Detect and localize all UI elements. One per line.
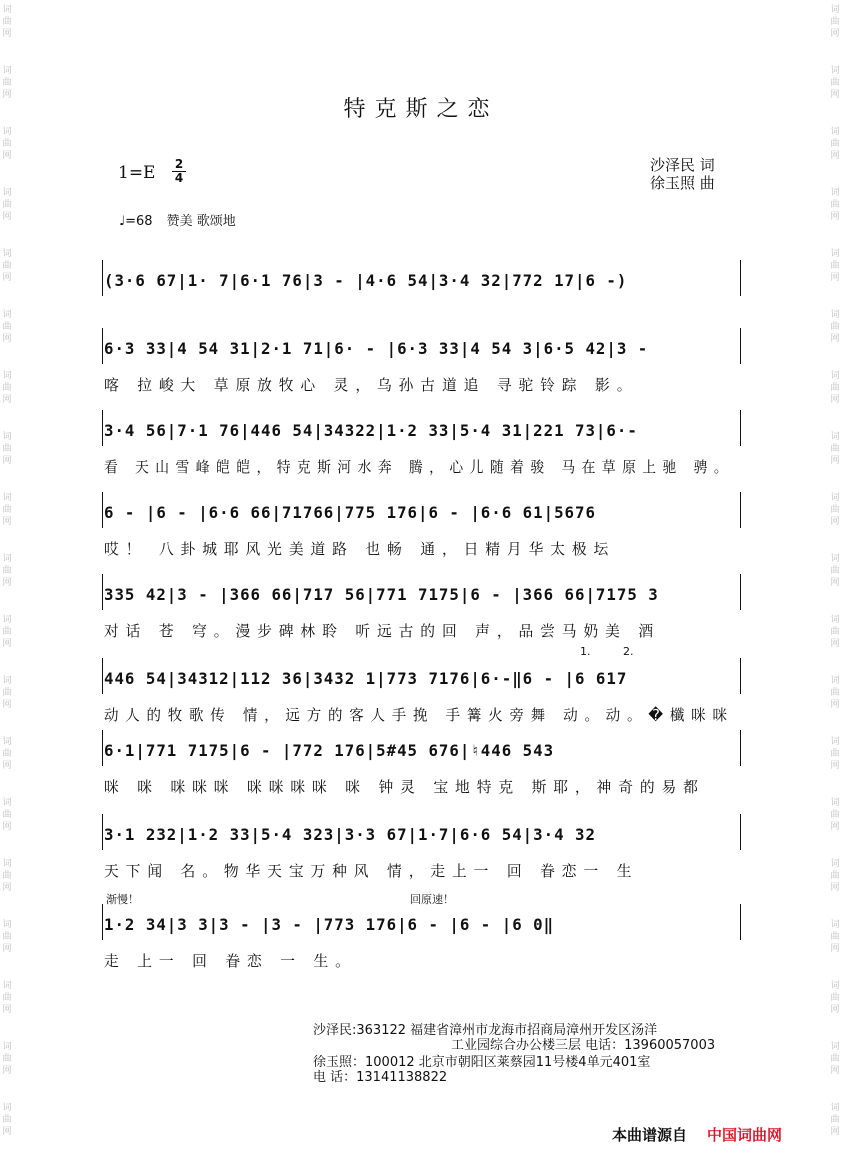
- a-tempo-annotation: 回原速！: [410, 893, 454, 906]
- watermark-text: 词曲网: [2, 737, 12, 771]
- watermark-text: 词曲网: [830, 554, 840, 588]
- watermark-text: 词曲网: [830, 127, 840, 161]
- watermark-text: 词曲网: [2, 920, 12, 954]
- source-footer: [612, 1124, 782, 1145]
- source-label: 本曲谱源自: [612, 1126, 688, 1144]
- notation-line: 6·1|771 7175|6 - |772 176|5#45 676|♮446 543: [104, 741, 555, 760]
- lyrics-line: 对话 苍 穹。漫步碑林聆 听远古的回 声，品尝马奶美 酒: [104, 622, 661, 640]
- expression-mark: 赞美 歌颂地: [166, 214, 236, 229]
- watermark-text: 词曲网: [830, 188, 840, 222]
- watermark-text: 词曲网: [2, 188, 12, 222]
- watermark-text: 词曲网: [2, 798, 12, 832]
- watermark-text: 词曲网: [830, 859, 840, 893]
- watermark-text: 词曲网: [2, 371, 12, 405]
- watermark-text: 词曲网: [2, 676, 12, 710]
- tempo-mark: ♩=68: [119, 214, 153, 229]
- watermark-text: 词曲网: [830, 432, 840, 466]
- volta-2: 2.: [623, 645, 634, 658]
- watermark-text: 词曲网: [2, 66, 12, 100]
- watermark-text: 词曲网: [830, 66, 840, 100]
- watermark-text: 词曲网: [830, 920, 840, 954]
- watermark-text: 词曲网: [830, 493, 840, 527]
- system-start-barline: [102, 260, 103, 296]
- time-signature: [172, 158, 186, 185]
- watermark-text: 词曲网: [830, 798, 840, 832]
- watermark-text: 词曲网: [2, 981, 12, 1015]
- watermark-text: 词曲网: [2, 1042, 12, 1076]
- lyrics-line: 喀 拉峻大 草原放牧心 灵，乌孙古道追 寻驼铃踪 影。: [104, 376, 639, 394]
- notation-line: (3·6 67|1· 7|6·1 76|3 - |4·6 54|3·4 32|772 17|6 -): [104, 271, 628, 290]
- tempo-marking: [119, 210, 236, 229]
- source-site: 中国词曲网: [707, 1126, 783, 1144]
- contact-line: 沙泽民:363122 福建省漳州市龙海市招商局漳州开发区汤洋: [313, 1023, 658, 1038]
- system-start-barline: [102, 658, 103, 694]
- time-signature-top: 2: [174, 157, 184, 171]
- slow-annotation: 渐慢！: [106, 893, 139, 906]
- notation-line: 446 54|34312|112 36|3432 1|773 7176|6·-‖6 - |6 617: [104, 669, 628, 688]
- watermark-text: 词曲网: [830, 371, 840, 405]
- watermark-text: 词曲网: [830, 5, 840, 39]
- right-watermark-strip: [828, 0, 842, 1171]
- system-start-barline: [102, 814, 103, 850]
- lyrics-line: 天下闻 名。物华天宝万种风 情，走上一 回 眷恋一 生: [104, 862, 639, 880]
- system-end-barline: [740, 814, 741, 850]
- watermark-text: 词曲网: [2, 1103, 12, 1137]
- watermark-text: 词曲网: [830, 737, 840, 771]
- notation-line: 6·3 33|4 54 31|2·1 71|6· - |6·3 33|4 54 3|6·5 42|3 -: [104, 339, 649, 358]
- system-start-barline: [102, 574, 103, 610]
- notation-line: 335 42|3 - |366 66|717 56|771 7175|6 - |366 66|7175 3: [104, 585, 659, 604]
- lyricist-credit: 沙泽民 词: [650, 156, 715, 174]
- system-end-barline: [740, 492, 741, 528]
- watermark-text: 词曲网: [2, 310, 12, 344]
- volta-1: 1.: [580, 645, 591, 658]
- watermark-text: 词曲网: [830, 615, 840, 649]
- contact-line: 徐玉照：100012 北京市朝阳区莱蔡园11号楼4单元401室: [313, 1055, 651, 1070]
- watermark-text: 词曲网: [2, 615, 12, 649]
- contact-line: 电 话：13141138822: [313, 1070, 448, 1085]
- lyrics-line: 走 上一 回 眷恋 一 生。: [104, 952, 357, 970]
- key-signature: 1=E: [118, 163, 156, 183]
- notation-line: 3·4 56|7·1 76|446 54|34322|1·2 33|5·4 31|221 73|6·-: [104, 421, 638, 440]
- system-start-barline: [102, 730, 103, 766]
- system-start-barline: [102, 410, 103, 446]
- watermark-text: 词曲网: [2, 432, 12, 466]
- credits: [650, 156, 715, 192]
- song-title: 特克斯之恋: [343, 97, 499, 122]
- notation-line: 1·2 34|3 3|3 - |3 - |773 176|6 - |6 - |6 0‖: [104, 915, 555, 934]
- composer-credit: 徐玉照 曲: [650, 174, 715, 192]
- system-start-barline: [102, 904, 103, 940]
- system-end-barline: [740, 410, 741, 446]
- lyrics-line: 哎！ 八卦城耶风光美道路 也畅 通，日精月华太极坛: [104, 540, 616, 558]
- lyrics-line: 看 天山雪峰皑皑，特克斯河水奔 腾，心儿随着骏 马在草原上驰 骋。: [104, 458, 735, 476]
- watermark-text: 词曲网: [2, 554, 12, 588]
- watermark-text: 词曲网: [2, 5, 12, 39]
- system-end-barline: [740, 574, 741, 610]
- system-start-barline: [102, 328, 103, 364]
- lyrics-line: 咪 咪 咪咪咪 咪咪咪咪 咪 钟灵 宝地特克 斯耶，神奇的易都: [104, 778, 705, 796]
- time-signature-bottom: 4: [172, 171, 186, 185]
- watermark-text: 词曲网: [830, 249, 840, 283]
- contact-block: [313, 1023, 715, 1085]
- left-watermark-strip: [0, 0, 14, 1171]
- watermark-text: 词曲网: [830, 310, 840, 344]
- watermark-text: 词曲网: [2, 127, 12, 161]
- watermark-text: 词曲网: [830, 1042, 840, 1076]
- contact-line: 工业园综合办公楼三层 电话：13960057003: [451, 1038, 716, 1053]
- watermark-text: 词曲网: [830, 1103, 840, 1137]
- system-end-barline: [740, 730, 741, 766]
- watermark-text: 词曲网: [2, 249, 12, 283]
- system-start-barline: [102, 492, 103, 528]
- notation-line: 6 - |6 - |6·6 66|71766|775 176|6 - |6·6 61|5676: [104, 503, 596, 522]
- system-end-barline: [740, 328, 741, 364]
- watermark-text: 词曲网: [2, 493, 12, 527]
- system-end-barline: [740, 904, 741, 940]
- notation-line: 3·1 232|1·2 33|5·4 323|3·3 67|1·7|6·6 54|3·4 32: [104, 825, 596, 844]
- system-end-barline: [740, 658, 741, 694]
- watermark-text: 词曲网: [2, 859, 12, 893]
- watermark-text: 词曲网: [830, 676, 840, 710]
- system-end-barline: [740, 260, 741, 296]
- watermark-text: 词曲网: [830, 981, 840, 1015]
- lyrics-line: 动人的牧歌传 情，远方的客人手挽 手篝火旁舞 动。动。�櫼咪咪: [104, 706, 734, 724]
